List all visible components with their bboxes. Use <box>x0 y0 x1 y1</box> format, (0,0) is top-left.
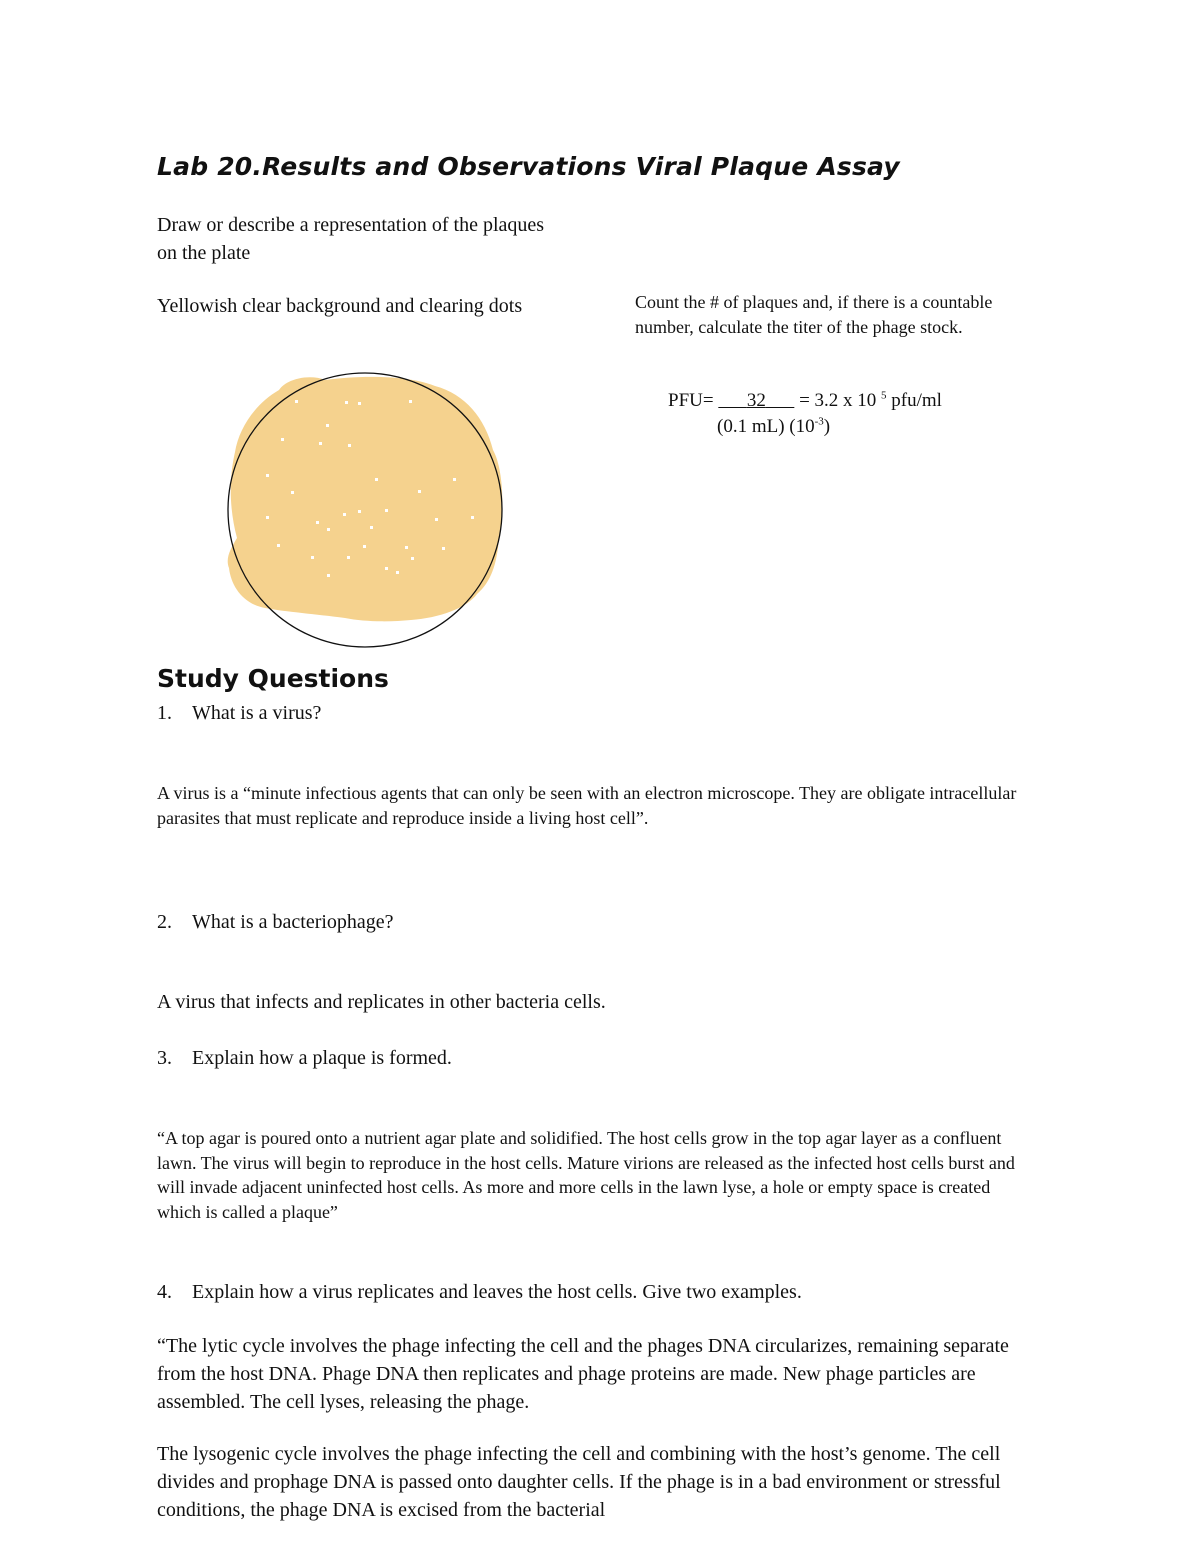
plaque-dot <box>311 556 314 559</box>
plaque-dot <box>295 400 298 403</box>
pfu-label: PFU= <box>668 390 714 411</box>
plaque-dot <box>411 557 414 560</box>
pfu-result: = 3.2 x 10 <box>799 390 877 411</box>
question-text: Explain how a plaque is formed. <box>192 1047 452 1069</box>
plaque-dot <box>375 478 378 481</box>
plaque-dot <box>319 442 322 445</box>
pfu-denominator-exponent: -3 <box>814 415 824 428</box>
plaque-dot <box>266 516 269 519</box>
plaque-dot <box>396 571 399 574</box>
question-1 <box>157 699 321 727</box>
plate-drawing <box>215 368 515 668</box>
plaque-dot <box>277 544 280 547</box>
count-prompt: Count the # of plaques and, if there is a countable number, calculate the titer of the phage stock. <box>635 292 993 337</box>
answer-3: “A top agar is poured onto a nutrient agar plate and solidified. The host cells grow in the top agar layer as a confluent lawn. The virus will begin to reproduce in the host cells. Mature virions are released as the infected host cells burst and will invade adjacent uninfected host cells. As more and more cells in the lawn lyse, a hole or empty space is created which is called a plaque” <box>157 1128 1015 1222</box>
page-title: Lab 20.Results and Observations Viral Plaque Assay <box>157 152 900 181</box>
pfu-unit: pfu/ml <box>891 390 942 411</box>
answer-4-lysogenic: The lysogenic cycle involves the phage infecting the cell and combining with the host’s genome. The cell divides and prophage DNA is passed onto daughter cells. If the phage is in a bad environment or stressful conditions, the phage DNA is excised from the bacterial <box>157 1443 1001 1521</box>
plaque-dot <box>363 545 366 548</box>
plaque-dot <box>326 424 329 427</box>
plaque-dot <box>418 490 421 493</box>
answer-4-lytic: “The lytic cycle involves the phage infecting the cell and the phages DNA circularizes, remaining separate from the host DNA. Phage DNA then replicates and phage proteins are made. New phage particles are assembled. The cell lyses, releasing the phage. <box>157 1335 1009 1413</box>
plaque-dot <box>358 402 361 405</box>
bacterial-lawn <box>228 377 503 621</box>
draw-prompt: Draw or describe a representation of the plaques on the plate <box>157 214 545 264</box>
plate-description: Yellowish clear background and clearing dots <box>157 295 523 317</box>
question-number: 1. <box>157 702 172 724</box>
plaque-dot <box>343 513 346 516</box>
plaque-dot <box>281 438 284 441</box>
plaque-dot <box>409 400 412 403</box>
question-text: What is a virus? <box>192 702 322 724</box>
plaque-dot <box>358 510 361 513</box>
plaque-dot <box>327 528 330 531</box>
question-text: What is a bacteriophage? <box>192 911 394 933</box>
plaque-dot <box>385 567 388 570</box>
plaque-dot <box>347 556 350 559</box>
question-text: Explain how a virus replicates and leaves the host cells. Give two examples. <box>192 1281 802 1303</box>
plaque-dot <box>471 516 474 519</box>
question-3 <box>157 1044 452 1072</box>
plaque-dot <box>316 521 319 524</box>
plaque-dot <box>385 509 388 512</box>
pfu-numerator: 32 <box>746 390 766 411</box>
question-number: 2. <box>157 911 172 933</box>
plaque-dot <box>348 444 351 447</box>
plaque-dot <box>405 546 408 549</box>
pfu-equation <box>668 390 942 412</box>
plaque-dot <box>291 491 294 494</box>
pfu-denominator: (0.1 mL) $(10^{-3})$ <box>717 415 831 437</box>
plaque-dot <box>435 518 438 521</box>
plaque-dot <box>327 574 330 577</box>
plaque-dot <box>370 526 373 529</box>
plaque-dot <box>345 401 348 404</box>
question-number: 3. <box>157 1047 172 1069</box>
plaque-dot <box>442 547 445 550</box>
answer-1: A virus is a “minute infectious agents that can only be seen with an electron microscope. They are obligate intracellular parasites that must replicate and reproduce inside a living host cell”. <box>157 783 1017 828</box>
study-questions-heading: Study Questions <box>157 664 389 693</box>
plaque-dot <box>266 474 269 477</box>
question-2 <box>157 908 394 936</box>
plaque-dot <box>453 478 456 481</box>
question-4 <box>157 1278 802 1306</box>
answer-2: A virus that infects and replicates in other bacteria cells. <box>157 991 606 1013</box>
pfu-exponent: 5 <box>881 389 887 402</box>
question-number: 4. <box>157 1281 172 1303</box>
